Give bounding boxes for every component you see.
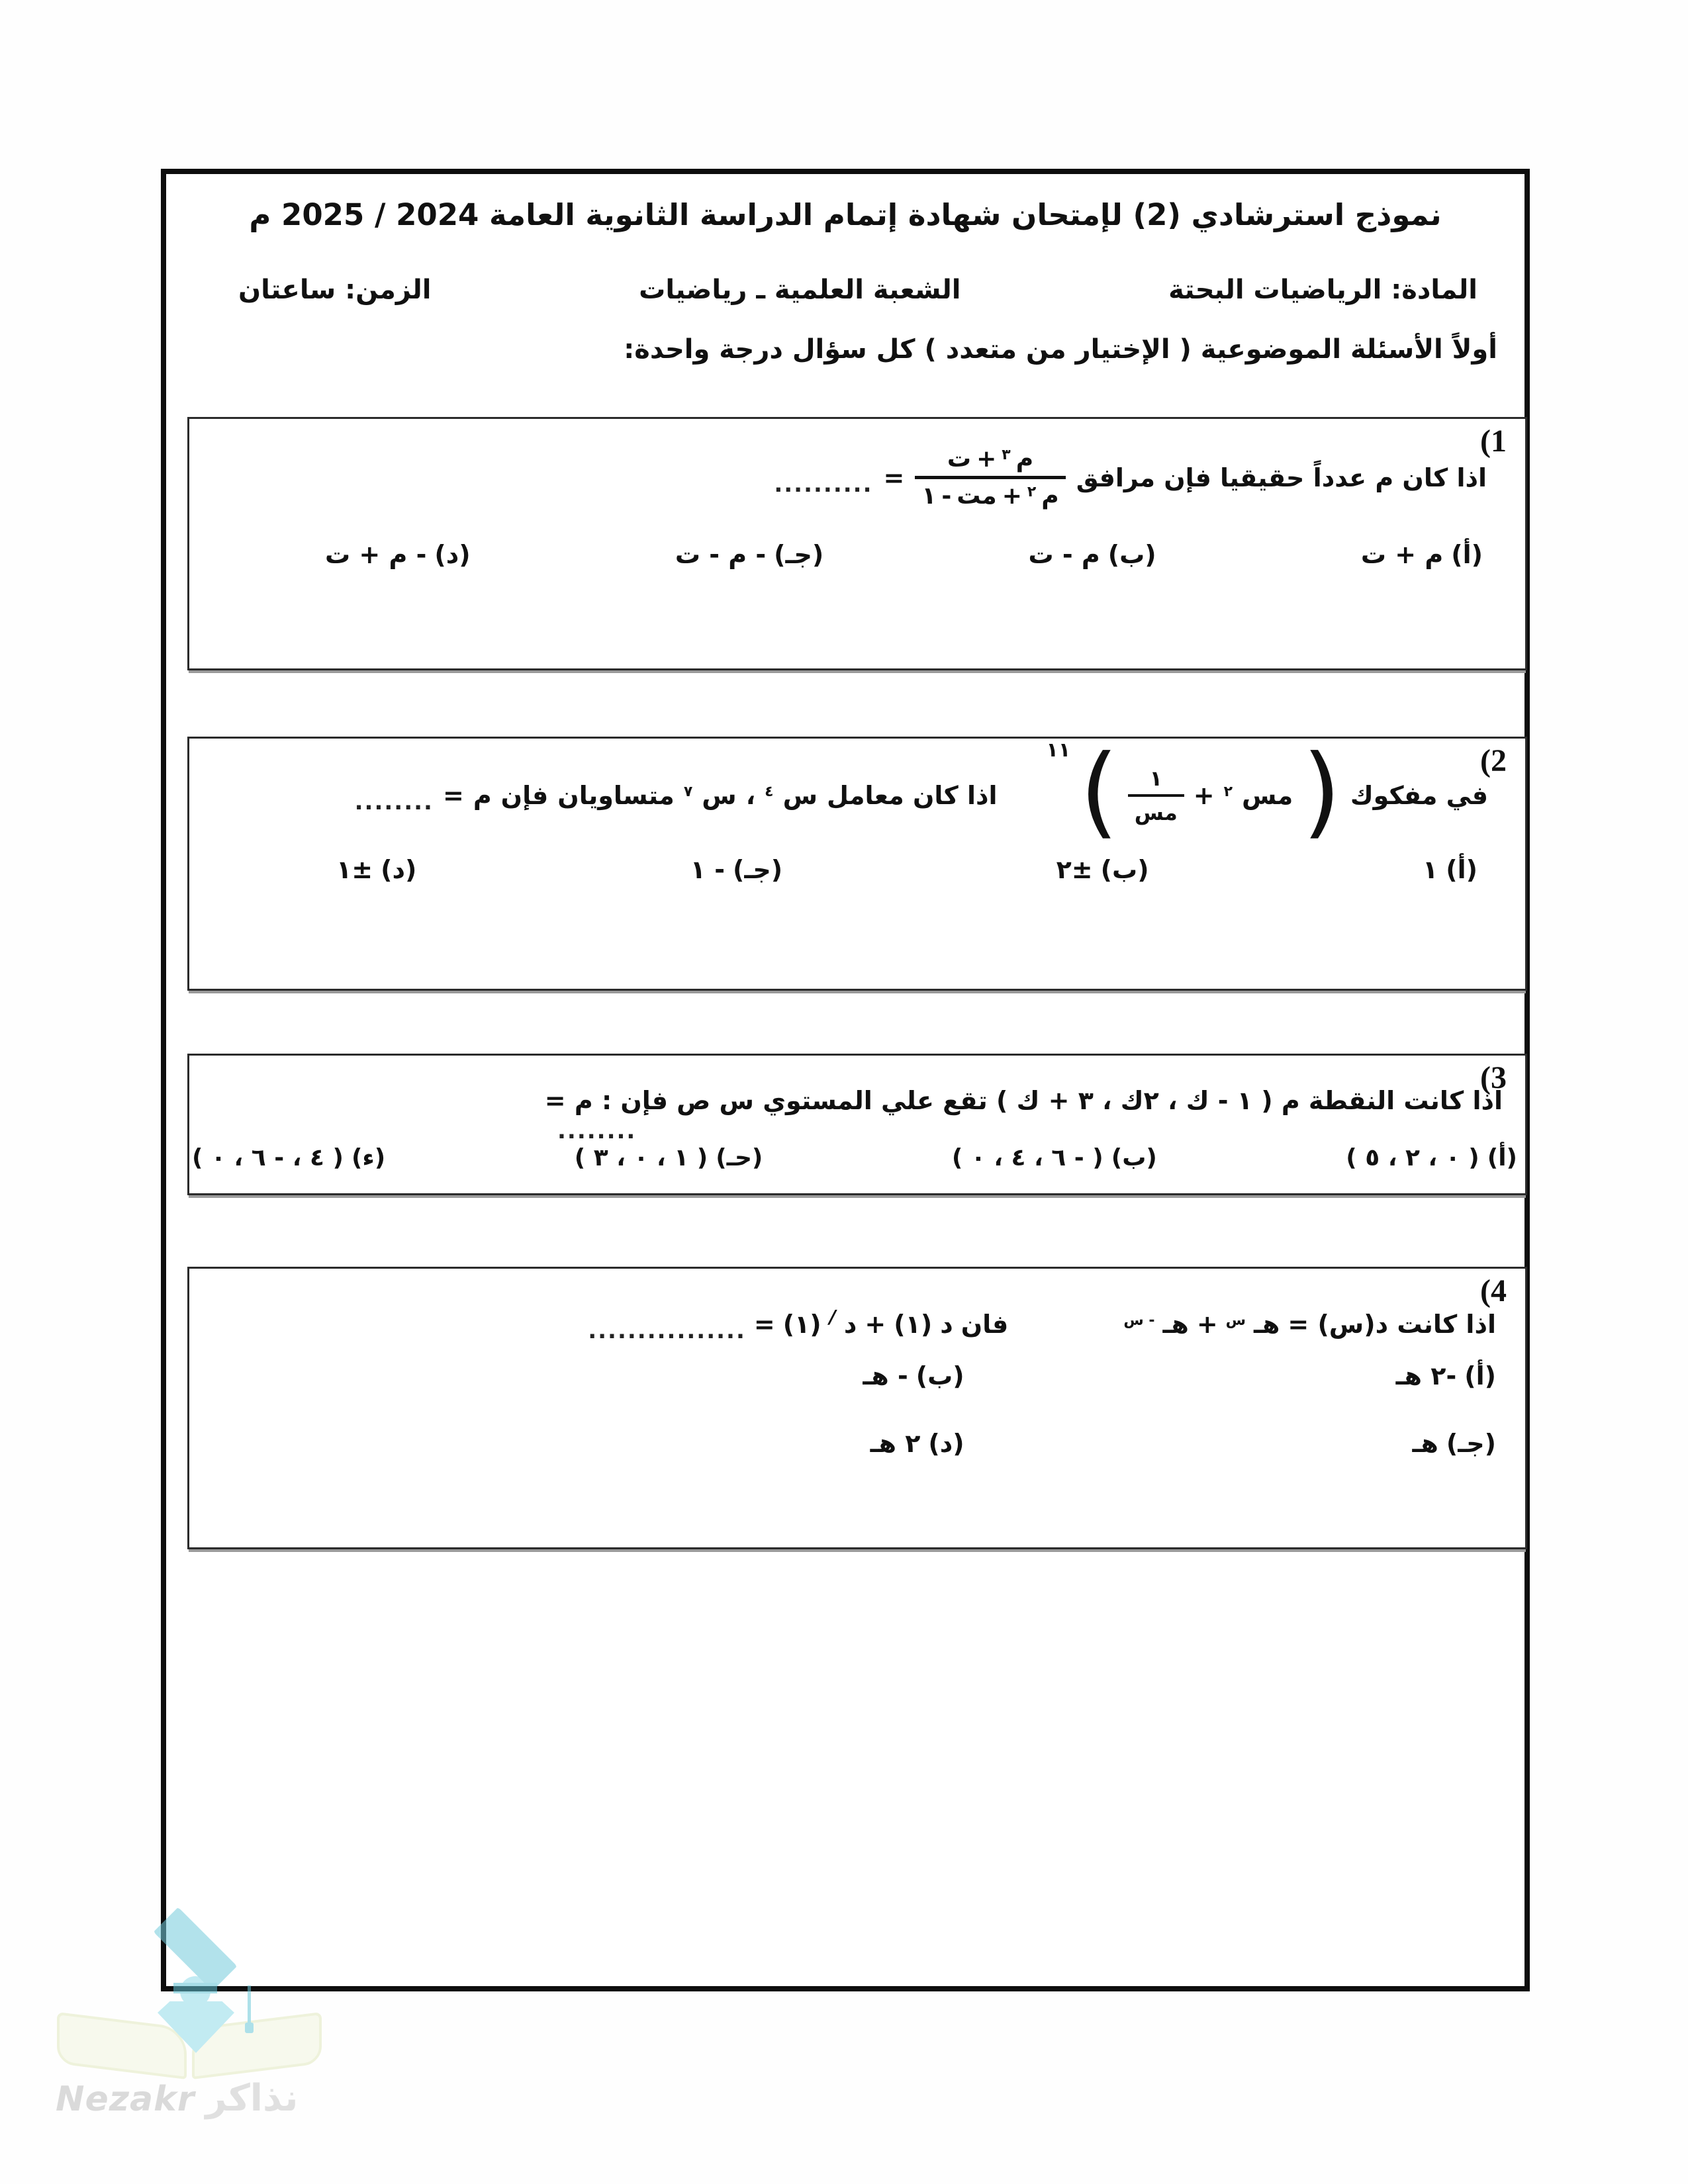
subject-label: المادة: الرياضيات البحتة: [1168, 275, 1477, 305]
q1-option-b: [1028, 540, 1156, 569]
q2-option-b: [1056, 855, 1149, 884]
question-3-number: (3: [1480, 1060, 1507, 1095]
q2-option-c-value: - ١: [690, 855, 726, 884]
q1-option-d-value: - م + ت: [325, 540, 427, 569]
q3-options: [189, 1144, 1525, 1171]
nezakr-logo: [44, 1972, 348, 2138]
q2-equation: ........ = م فإن متساويان ٧ س ، ٤ س اذا كان معامل ١١ ( $\frac{١}{\text{مس}}$ + ٢ مس ) في مفكوك: [354, 734, 1488, 849]
q1-option-b-label: (ب): [1107, 540, 1156, 569]
q1-fraction: [915, 445, 1065, 510]
q3-option-b-value: ( - ٦ ، ٤ ، ٠ ): [951, 1144, 1103, 1171]
q3-option-d-label: (ء): [351, 1144, 386, 1171]
cap-tassel: [248, 1985, 251, 2024]
q4-option-c: [1396, 1429, 1496, 1458]
q4-then-lead: فان: [961, 1310, 1009, 1339]
q4-option-c-label: (جـ): [1446, 1429, 1496, 1458]
q2-inner-fraction: $\frac{١}{\text{مس}}$: [1128, 766, 1184, 825]
q3-option-c: [575, 1144, 763, 1171]
q4-given: اذا كانت د(س) =: [1288, 1310, 1496, 1339]
q2-condition-lead: اذا كان معامل: [827, 781, 998, 810]
q3-option-c-label: (حـ): [716, 1144, 763, 1171]
q2-option-d-label: (د): [381, 855, 417, 884]
q1-option-c: [675, 540, 823, 569]
q4-equals: =: [753, 1310, 775, 1339]
time-label: الزمن: ساعتان: [238, 275, 432, 305]
q4-option-a-label: (أ): [1464, 1361, 1496, 1390]
question-3-box: [187, 1054, 1527, 1195]
q1-option-a: [1361, 540, 1483, 569]
q4-equation: ................ = (١) / د + (١) د فان - س هـ + س هـ اذا كانت د(س) =: [588, 1306, 1496, 1344]
q1-options: [189, 540, 1525, 569]
q2-close-paren: ): [1302, 734, 1341, 849]
q3-option-d: [192, 1144, 385, 1171]
q4-option-a: [1396, 1361, 1496, 1390]
q2-option-c: [690, 855, 782, 884]
q4-option-d-label: (د): [928, 1429, 964, 1458]
q3-option-a-value: ( ٠ ، ٢ ، ٥ ): [1346, 1144, 1479, 1171]
q2-option-d: [336, 855, 416, 884]
q3-option-b: [952, 1144, 1157, 1171]
q1-option-d-label: (د): [434, 540, 471, 569]
q1-option-c-value: - م - ت: [675, 540, 767, 569]
q2-answer-dots: ........: [354, 789, 434, 815]
q2-option-a: [1423, 855, 1477, 884]
q1-den-exponent: ٢: [1027, 484, 1037, 500]
branch-label: الشعبة العلمية ـ رياضيات: [639, 275, 961, 305]
q1-option-b-value: م - ت: [1028, 540, 1100, 569]
q1-option-d: [325, 540, 471, 569]
q2-option-b-label: (ب): [1100, 855, 1149, 884]
q2-open-paren: (: [1080, 734, 1119, 849]
logo-text: [44, 2077, 348, 2120]
q2-options: [189, 855, 1525, 884]
q1-answer-dots: ..........: [774, 471, 873, 498]
q3-option-c-value: ( ١ ، ٠ ، ٣ ): [574, 1144, 708, 1171]
q2-option-b-value: ±٢: [1056, 855, 1093, 884]
q3-option-a: [1346, 1144, 1517, 1171]
exam-title: نموذج استرشادي (2) لإمتحان شهادة إتمام الدراسة الثانوية العامة 2024 / 2025 م: [249, 197, 1442, 232]
logo-graduate-book-icon: [57, 1972, 322, 2071]
q2-option-d-value: ±١: [336, 855, 373, 884]
cap-band: [173, 1983, 217, 1993]
q2-power-11: ١١: [1046, 739, 1071, 762]
q1-option-a-label: (أ): [1451, 540, 1483, 569]
exam-meta-row: [165, 275, 1525, 305]
q4-option-b-value: - هـ: [863, 1361, 908, 1390]
q3-option-b-label: (ب): [1111, 1144, 1157, 1171]
q1-equation: [189, 445, 1525, 510]
q3-option-d-value: ( ٤ ، - ٦ ، ٠ ): [192, 1144, 344, 1171]
q1-option-c-label: (جـ): [774, 540, 824, 569]
q2-fraction-bar: [1128, 794, 1184, 797]
q4-answer-dots: ................: [588, 1318, 746, 1344]
q4-option-d-value: ٢ هـ: [870, 1429, 921, 1458]
q1-equals: =: [883, 463, 905, 492]
q1-fraction-numerator: ت + ٣ م: [947, 445, 1034, 473]
section-instruction: أولاً الأسئلة الموضوعية ( الإختيار من متعدد ) كل سؤال درجة واحدة:: [624, 334, 1497, 365]
question-4-number: (4: [1480, 1273, 1507, 1308]
question-2-number: (2: [1480, 743, 1507, 778]
q4-option-d: [863, 1429, 964, 1458]
q1-prompt: اذا كان م عدداً حقيقيا فإن مرافق: [1076, 463, 1487, 492]
q4-option-a-value: -٢ هـ: [1395, 1361, 1457, 1390]
question-1-box: [187, 417, 1527, 670]
q2-option-a-label: (أ): [1446, 855, 1477, 884]
q4-exponent-s: س: [1225, 1312, 1246, 1329]
q1-num-exponent: ٣: [1002, 447, 1011, 463]
q2-option-c-label: (جـ): [733, 855, 783, 884]
q4-option-c-value: هـ: [1412, 1429, 1438, 1458]
q4-options: [189, 1361, 1525, 1458]
q1-fraction-denominator: ١ - مت + ٢ م: [921, 482, 1059, 510]
question-4-box: [187, 1267, 1527, 1549]
q3-option-a-label: (أ): [1487, 1144, 1517, 1171]
question-2-box: [187, 734, 1527, 991]
q2-s7-exponent: ٧: [683, 783, 693, 800]
q2-equals: =: [442, 781, 464, 810]
q2-option-a-value: ١: [1423, 855, 1438, 884]
q2-lead: في مفكوك: [1350, 781, 1488, 810]
q4-option-b-label: (ب): [915, 1361, 964, 1390]
q2-s4-exponent: ٤: [765, 783, 774, 800]
question-1-number: (1: [1480, 424, 1507, 459]
q4-option-b: [863, 1361, 964, 1390]
q4-exponent-neg-s: - س: [1123, 1312, 1155, 1329]
q4-derivative-prime: /: [829, 1306, 836, 1328]
q3-answer-dots: ........: [557, 1118, 637, 1144]
logo-text-latin: Nezakr: [56, 2079, 195, 2119]
q3-prompt: اذا كانت النقطة م ( ١ - ك ، ٢ك ، ٣ + ك ) تقع علي المستوي س ص فإن : م =: [544, 1086, 1503, 1115]
q1-option-a-value: م + ت: [1360, 540, 1444, 569]
q1-fraction-bar: [915, 476, 1065, 479]
logo-text-arabic: نذاكر: [205, 2077, 299, 2120]
q2-term-exponent: ٢: [1223, 783, 1233, 800]
